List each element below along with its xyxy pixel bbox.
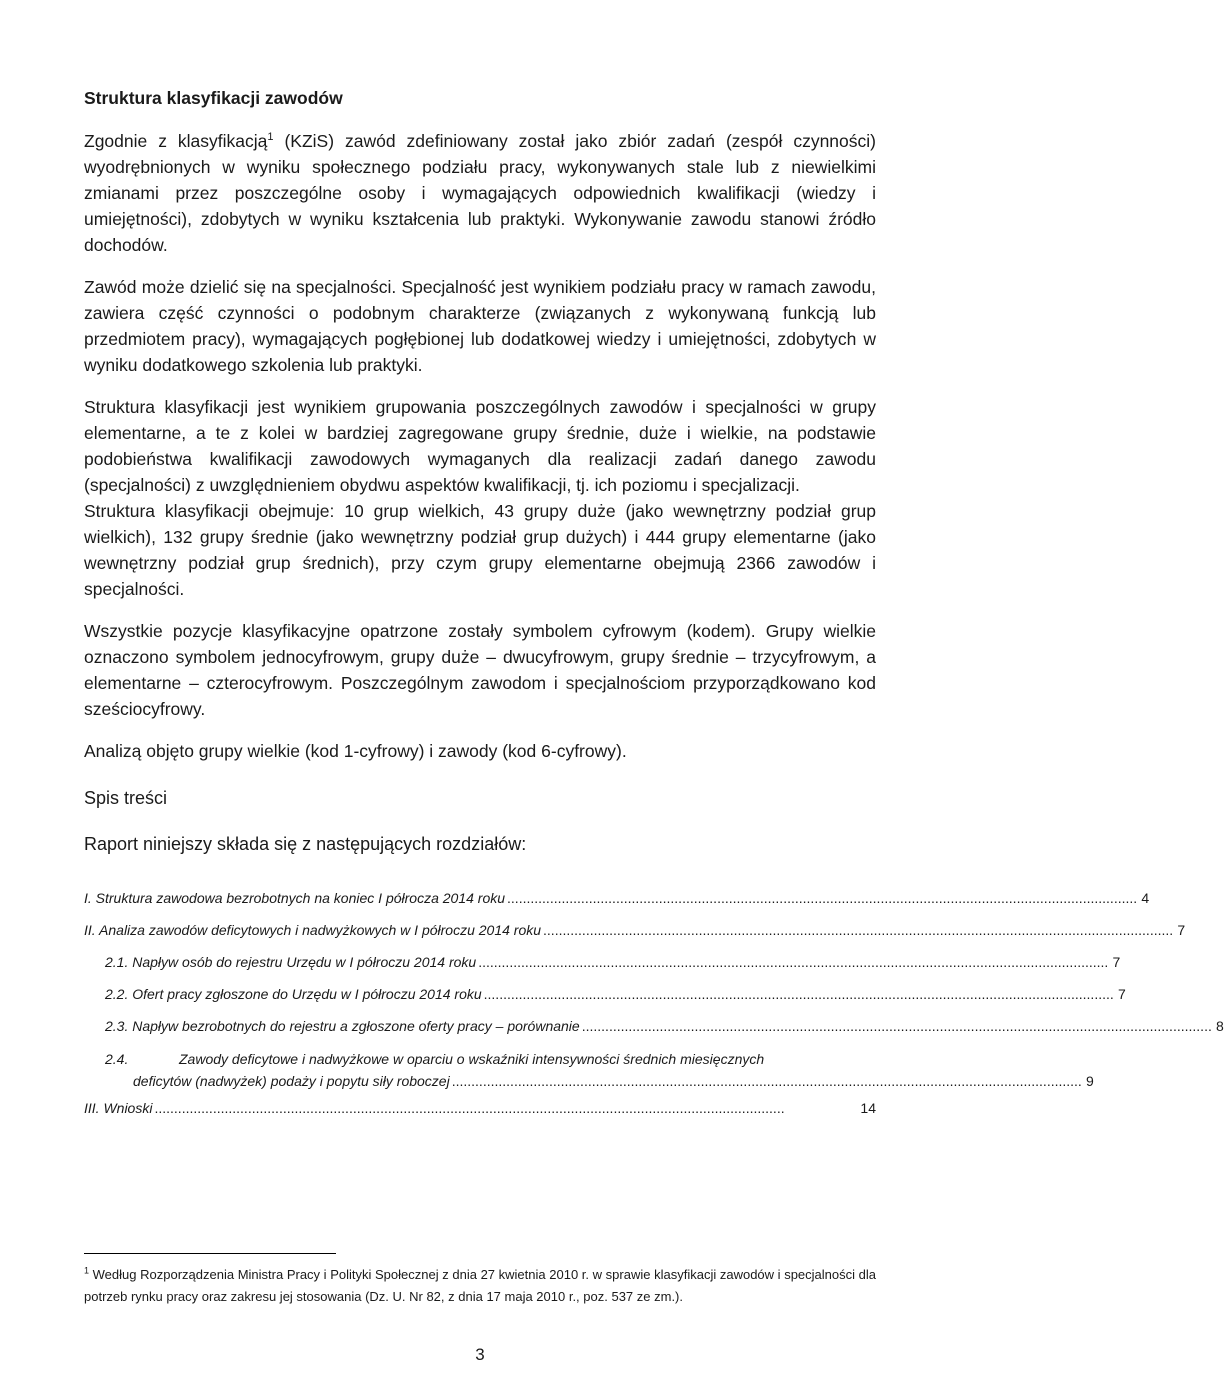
toc-entry-text: II. Analiza zawodów deficytowych i nadwyżkowych w I półroczu 2014 roku (84, 922, 542, 938)
paragraph-codes: Wszystkie pozycje klasyfikacyjne opatrzone zostały symbolem cyfrowym (kodem). Grupy wielkie oznaczono symbolem jednocyfrowym, grupy duże – dwucyfrowym, grupy średnie – trzycyfrowym, a elementarne – czterocyfrowym. Poszczególnym zawodom i specjalnościom przyporządkowano kod sześciocyfrowy. (84, 621, 876, 719)
paragraph-definition-rest: (KZiS) zawód zdefiniowany został jako zbiór zadań (zespół czynności) wyodrębnionych w wyniku społecznego podziału pracy, wykonywanych stale lub z niewielkimi zmianami przez poszczególne osoby i wymagających odpowiednich kwalifikacji (wiedzy i umiejętności), zdobytych w wyniku kształcenia lub praktyki. Wykonywanie zawodu stanowi źródło dochodów. (84, 131, 876, 255)
toc-page-number: 8 (1216, 1018, 1224, 1034)
toc-page-number: 4 (1141, 890, 1150, 906)
toc-heading: Spis treści (84, 788, 168, 808)
toc-page-number: 7 (1177, 922, 1186, 938)
paragraph-structure: Struktura klasyfikacji jest wynikiem grupowania poszczególnych zawodów i specjalności w grupy elementarne, a te z kolei w bardziej zagregowane grupy średnie, duże i wielkie, na podstawie podobieństwa kwalifikacji zawodowych wymaganych dla realizacji zadań danego zawodu (specjalności) z uwzględnieniem obydwu aspektów kwalifikacji, tj. ich poziomu i specjalizacji. (84, 397, 876, 495)
toc-page-number: 14 (860, 1100, 876, 1116)
footnote-marker: 1 (84, 1265, 90, 1276)
page-content (84, 86, 1224, 1124)
toc-entry-2-1[interactable] (84, 946, 1121, 978)
toc-entry-text: 2.2. Ofert pracy zgłoszone do Urzędu w I półroczu 2014 roku (105, 986, 482, 1002)
toc-entry-text: 2.1. Napływ osób do rejestru Urzędu w I półroczu 2014 roku (105, 954, 477, 970)
table-of-contents (84, 882, 1224, 1124)
toc-leader-dots: .................................................................................................................................................................. (507, 890, 1138, 906)
footnote-reference[interactable]: 1 (267, 131, 274, 144)
paragraph-groups: Struktura klasyfikacji obejmuje: 10 grup wielkich, 43 grupy duże (jako wewnętrzny podział grup wielkich), 132 grupy średnie (jako wewnętrzny podział grup dużych) i 444 grupy elementarne (jako wewnętrzny podział grup średnich), przy czym grupy elementarne obejmują 2366 zawodów i specjalności. (84, 501, 876, 599)
toc-entry-text-line2: deficytów (nadwyżek) podaży i popytu siły roboczej (133, 1073, 450, 1089)
footnote-separator (84, 1253, 336, 1254)
toc-leader-dots: .................................................................................................................................................................. (478, 954, 1109, 970)
toc-entry-2-4[interactable] (84, 1048, 1094, 1092)
page-number: 3 (475, 1345, 485, 1364)
toc-leader-dots: .................................................................................................................................................................. (451, 1073, 1082, 1089)
footnote-text: Według Rozporządzenia Ministra Pracy i Polityki Społecznej z dnia 27 kwietnia 2010 r. w sprawie klasyfikacji zawodów i specjalności dla potrzeb rynku pracy oraz zakresu jej stosowania (Dz. U. Nr 82, z dnia 17 maja 2010 r., poz. 537 ze zm.). (84, 1267, 876, 1304)
toc-entry-text: 2.3. Napływ bezrobotnych do rejestru a zgłoszone oferty pracy – porównanie (105, 1018, 580, 1034)
toc-entry-text: I. Struktura zawodowa bezrobotnych na koniec I półrocza 2014 roku (84, 890, 506, 906)
paragraph-definition (84, 128, 876, 258)
toc-page-number: 7 (1112, 954, 1121, 970)
toc-leader-dots: .................................................................................................................................................................. (483, 986, 1114, 1002)
toc-page-number: 9 (1086, 1073, 1094, 1089)
toc-entry-chapter-1[interactable] (84, 882, 1150, 914)
toc-entry-text-line1: Zawody deficytowe i nadwyżkowe w oparciu o wskaźniki intensywności średnich miesięcznych (179, 1051, 765, 1067)
footnote (84, 1264, 876, 1308)
toc-entry-2-2[interactable] (84, 978, 1126, 1010)
toc-leader-dots: .................................................................................................................................................................. (581, 1018, 1212, 1034)
toc-entry-chapter-3[interactable] (84, 1092, 876, 1124)
toc-leader-dots: .................................................................................................................................................................. (154, 1100, 785, 1116)
paragraph-definition-start: Zgodnie z klasyfikacją (84, 131, 268, 151)
toc-intro: Raport niniejszy składa się z następujących rozdziałów: (84, 834, 527, 854)
toc-entry-2-3[interactable] (84, 1010, 1224, 1042)
toc-entry-chapter-2[interactable] (84, 914, 1186, 946)
toc-leader-dots: .................................................................................................................................................................. (543, 922, 1174, 938)
paragraph-scope: Analizą objęto grupy wielkie (kod 1-cyfrowy) i zawody (kod 6-cyfrowy). (84, 741, 627, 761)
toc-page-number: 7 (1117, 986, 1126, 1002)
toc-entry-text: III. Wnioski (84, 1100, 153, 1116)
toc-entry-number: 2.4. (105, 1051, 129, 1067)
paragraph-specialty: Zawód może dzielić się na specjalności. Specjalność jest wynikiem podziału pracy w ramach zawodu, zawiera część czynności o podobnym charakterze (związanych z wykonywaną funkcją lub przedmiotem pracy), wymagających pogłębionej lub dodatkowej wiedzy i umiejętności, zdobytych w wyniku dodatkowego szkolenia lub praktyki. (84, 277, 876, 375)
section-heading: Struktura klasyfikacji zawodów (84, 88, 343, 108)
